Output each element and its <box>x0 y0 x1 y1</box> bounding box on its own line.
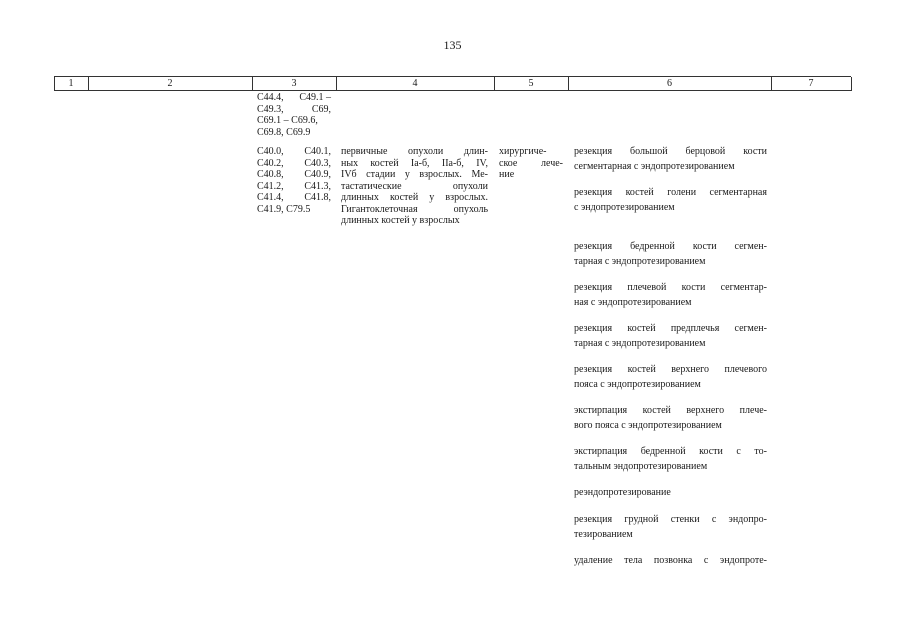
table-header-bottom-border <box>54 90 851 91</box>
text-line: C41.9, C79.5 <box>257 203 311 215</box>
text-line: C40.2, C40.3, <box>257 157 331 169</box>
text-line: первичные опухоли длин- <box>341 146 488 157</box>
column-number-2: 2 <box>167 78 173 89</box>
text-line: удаление тела позвонка с эндопроте- <box>574 555 767 566</box>
text-line: вого пояса с эндопротезированием <box>574 420 722 431</box>
text-line: C69.1 – C69.6, <box>257 115 318 126</box>
text-line: с эндопротезированием <box>574 202 675 213</box>
procedure-item <box>574 362 767 392</box>
icd-codes-continued <box>257 92 331 138</box>
text-line: тарная с эндопротезированием <box>574 338 706 349</box>
text-line: тезированием <box>574 529 633 540</box>
text-line: ная с эндопротезированием <box>574 297 692 308</box>
procedure-item <box>574 553 767 568</box>
text-line: резекция плечевой кости сегментар- <box>574 282 767 293</box>
text-line: резекция костей предплечья сегмен- <box>574 323 767 334</box>
text-line: длинных костей у взрослых <box>341 215 460 226</box>
text-line: резекция бедренной кости сегмен- <box>574 241 767 252</box>
procedure-item <box>574 185 767 215</box>
text-line: C41.2, C41.3, <box>257 180 331 192</box>
text-line: резекция грудной стенки с эндопро- <box>574 514 767 525</box>
text-line: хирургиче- <box>499 146 547 157</box>
column-number-6: 6 <box>667 78 672 89</box>
procedure-item <box>574 280 767 310</box>
text-line: ных костей Iа-б, IIа-б, IV, <box>341 157 488 169</box>
procedure-item <box>574 485 767 500</box>
text-line: резекция костей верхнего плечевого <box>574 364 767 375</box>
diagnosis-description <box>341 146 488 227</box>
text-line: Гигантоклеточная опухоль <box>341 203 488 215</box>
text-line: C41.4, C41.8, <box>257 192 331 203</box>
icd-codes <box>257 146 331 215</box>
text-line: ние <box>499 169 515 180</box>
table-top-border <box>54 76 851 77</box>
text-line: тастатические опухоли <box>341 180 488 192</box>
column-number-4: 4 <box>412 78 418 89</box>
text-line: тальным эндопротезированием <box>574 461 708 472</box>
column-number-3: 3 <box>291 78 297 89</box>
text-line: тарная с эндопротезированием <box>574 256 706 267</box>
procedure-item <box>574 144 767 174</box>
procedure-item <box>574 239 767 269</box>
text-line: C69.8, C69.9 <box>257 126 311 138</box>
column-number-1: 1 <box>68 78 74 89</box>
text-line: реэндопротезирование <box>574 487 671 498</box>
page-number: 135 <box>443 38 462 52</box>
column-number-7: 7 <box>808 78 814 89</box>
text-line: IVб стадии у взрослых. Ме- <box>341 169 488 180</box>
procedure-item <box>574 512 767 542</box>
text-line: пояса с эндопротезированием <box>574 379 701 390</box>
text-line: ское лече- <box>499 157 563 169</box>
text-line: длинных костей у взрослых. <box>341 192 488 203</box>
text-line: резекция большой берцовой кости <box>574 146 767 157</box>
treatment-type <box>499 146 563 181</box>
text-line: экстирпация костей верхнего плече- <box>574 405 767 416</box>
text-line: C44.4, C49.1 – <box>257 92 331 103</box>
text-line: резекция костей голени сегментарная <box>574 187 767 198</box>
column-number-5: 5 <box>528 78 534 89</box>
procedure-item <box>574 321 767 351</box>
column-divider <box>851 77 852 91</box>
text-line: C49.3, C69, <box>257 103 331 115</box>
text-line: сегментарная с эндопротезированием <box>574 161 735 172</box>
procedure-item <box>574 403 767 433</box>
procedure-item <box>574 444 767 474</box>
text-line: C40.8, C40.9, <box>257 169 331 180</box>
text-line: экстирпация бедренной кости с то- <box>574 446 767 457</box>
text-line: C40.0, C40.1, <box>257 146 331 157</box>
